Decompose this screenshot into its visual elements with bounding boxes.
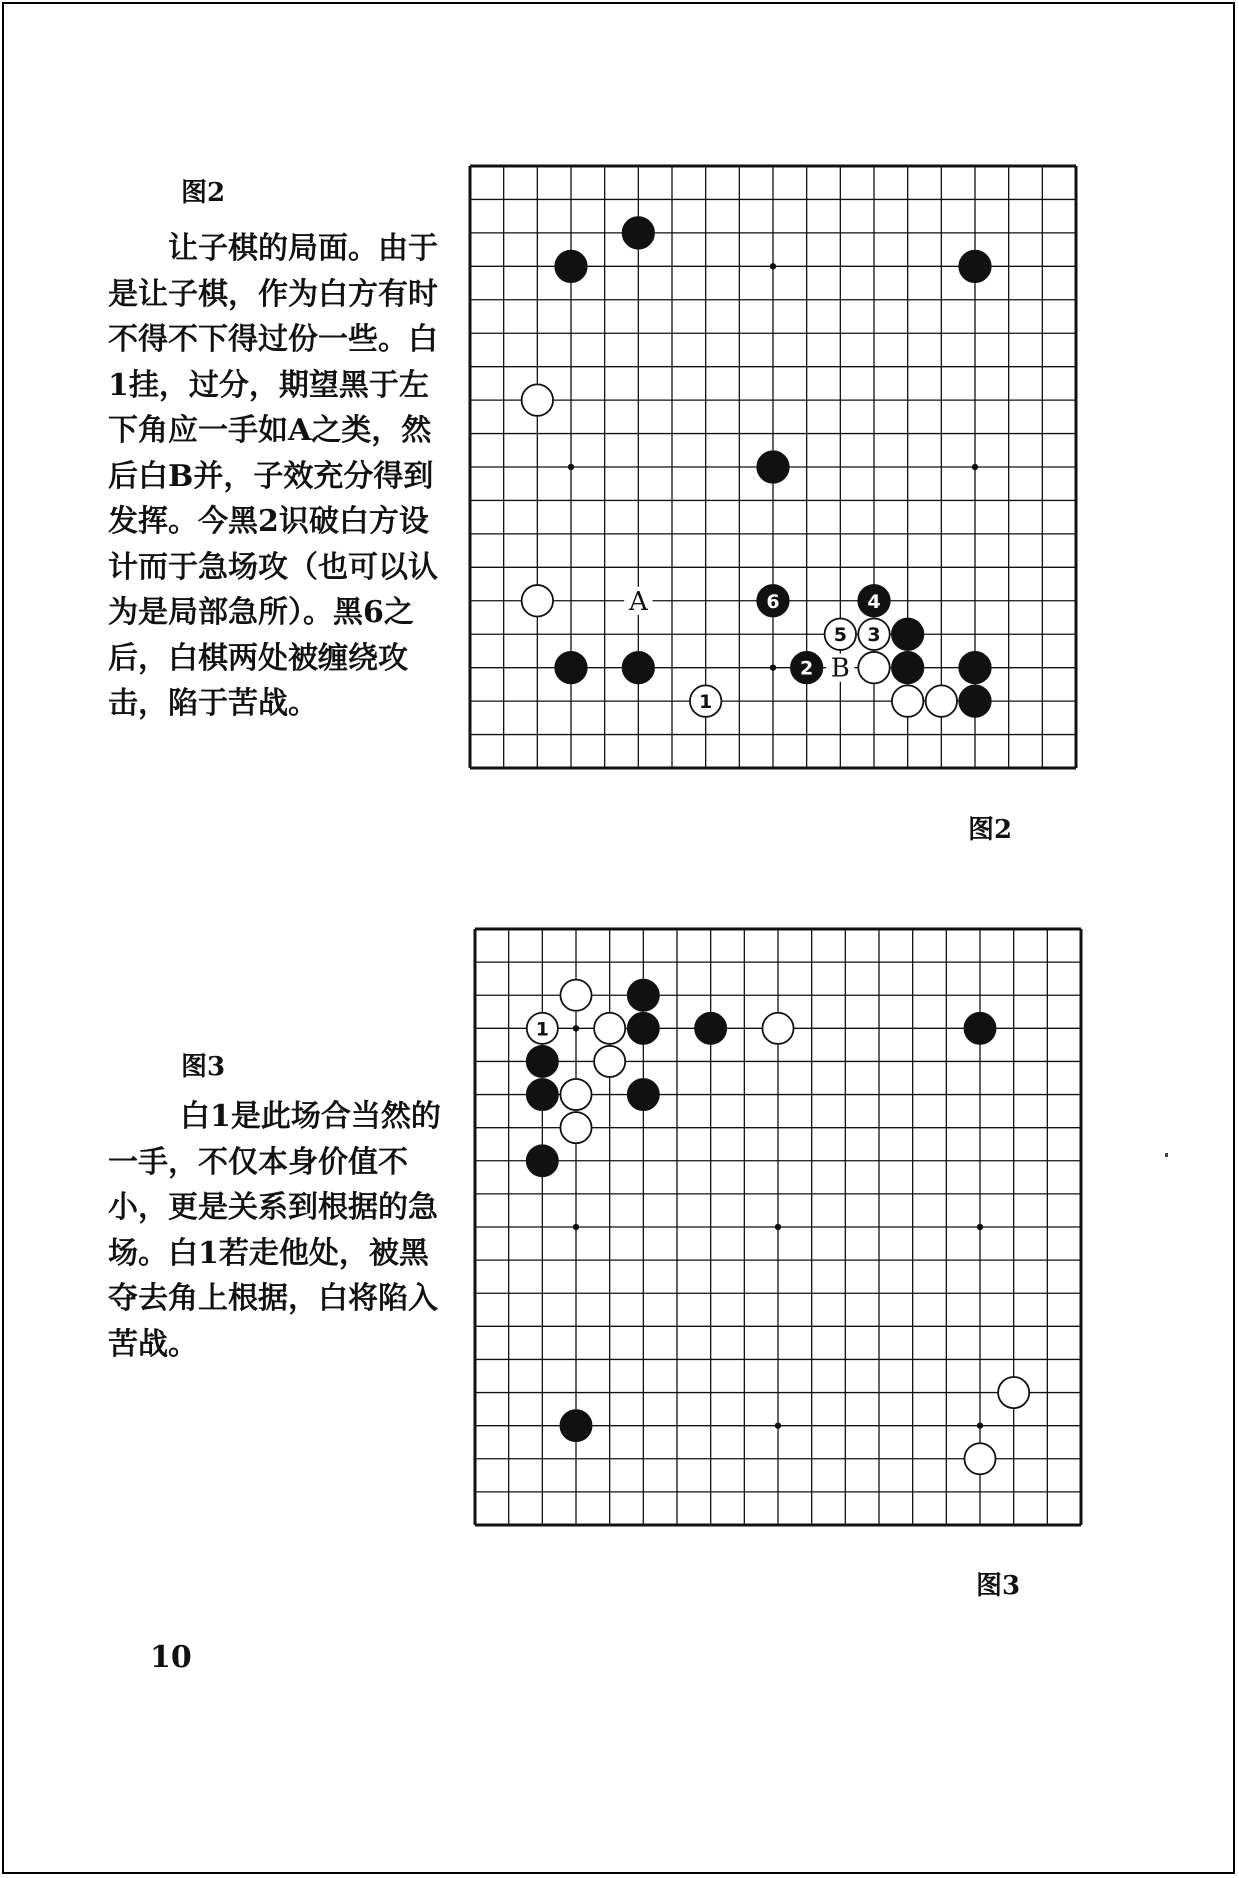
stone-disc xyxy=(522,585,553,616)
stone-disc xyxy=(998,1377,1029,1408)
stone-disc xyxy=(926,685,957,716)
move-number-1: 1 xyxy=(535,1018,549,1041)
black-stone xyxy=(527,1079,558,1110)
white-stone xyxy=(527,1013,558,1044)
stone-disc xyxy=(594,1013,625,1044)
white-stone xyxy=(690,685,721,716)
black-stone xyxy=(560,1410,591,1441)
move-number-3: 3 xyxy=(867,624,881,647)
black-stone xyxy=(623,652,654,683)
stone-disc xyxy=(522,384,553,415)
star-point xyxy=(770,664,776,670)
black-stone xyxy=(628,1079,659,1110)
stone-disc xyxy=(628,980,659,1011)
black-stone xyxy=(555,652,586,683)
move-number-4: 4 xyxy=(867,590,881,613)
figure-3-label: 图3 xyxy=(181,1052,226,1082)
stone-disc xyxy=(858,652,889,683)
stone-disc xyxy=(959,251,990,282)
black-stone xyxy=(964,1013,995,1044)
figure-2-text: 让子棋的局面。由于是让子棋，作为白方有时不得不下得过份一些。白1挂，过分，期望黑于左下角应一手如A之类，然后白B并，子效充分得到发挥。今黑2识破白方设计而于急场攻（也可以认为是局部急所）。黑6之后，白棋两处被缠绕攻击，陷于苦战。 xyxy=(108,231,438,721)
black-stone xyxy=(757,451,788,482)
black-stone xyxy=(959,251,990,282)
star-point xyxy=(775,1224,781,1230)
white-stone xyxy=(926,685,957,716)
star-point xyxy=(573,1224,579,1230)
move-number-2: 2 xyxy=(800,657,814,680)
black-stone xyxy=(695,1013,726,1044)
black-stone xyxy=(959,685,990,716)
stone-disc xyxy=(560,980,591,1011)
stone-disc xyxy=(964,1443,995,1474)
page-number: 10 xyxy=(150,1640,192,1675)
stone-disc xyxy=(594,1046,625,1077)
stone-disc xyxy=(695,1013,726,1044)
star-point xyxy=(977,1224,983,1230)
black-stone xyxy=(959,652,990,683)
black-stone xyxy=(791,652,822,683)
stone-disc xyxy=(628,1013,659,1044)
stone-disc xyxy=(623,217,654,248)
stone-disc xyxy=(892,652,923,683)
stone-disc xyxy=(560,1112,591,1143)
black-stone xyxy=(892,619,923,650)
stone-disc xyxy=(555,251,586,282)
black-stone xyxy=(628,980,659,1011)
star-point xyxy=(977,1422,983,1428)
white-stone xyxy=(892,685,923,716)
stone-disc xyxy=(628,1079,659,1110)
black-stone xyxy=(623,217,654,248)
stone-disc xyxy=(527,1046,558,1077)
stone-disc xyxy=(892,619,923,650)
white-stone xyxy=(522,585,553,616)
black-stone xyxy=(628,1013,659,1044)
stone-disc xyxy=(560,1079,591,1110)
go-board-figure-3 xyxy=(471,925,1085,1529)
white-stone xyxy=(594,1013,625,1044)
figure-2-caption: 图2 xyxy=(968,815,1013,845)
stray-mark xyxy=(1165,1153,1168,1157)
white-stone xyxy=(998,1377,1029,1408)
go-board-figure-2 xyxy=(466,162,1080,772)
stone-disc xyxy=(959,685,990,716)
stone-disc xyxy=(560,1410,591,1441)
star-point xyxy=(770,263,776,269)
black-stone xyxy=(892,652,923,683)
star-point xyxy=(972,464,978,470)
star-point xyxy=(568,464,574,470)
white-stone xyxy=(762,1013,793,1044)
white-stone xyxy=(964,1443,995,1474)
figure-3-text: 白1是此场合当然的一手，不仅本身价值不小，更是关系到根据的急场。白1若走他处，被黑夺去角上根据，白将陷入苦战。 xyxy=(108,1099,441,1362)
white-stone xyxy=(858,619,889,650)
board-marker-a: A xyxy=(628,586,648,617)
black-stone xyxy=(555,251,586,282)
stone-disc xyxy=(959,652,990,683)
move-number-5: 5 xyxy=(833,624,847,647)
black-stone xyxy=(757,585,788,616)
black-stone xyxy=(527,1046,558,1077)
black-stone xyxy=(858,585,889,616)
black-stone xyxy=(527,1145,558,1176)
stone-disc xyxy=(623,652,654,683)
stone-disc xyxy=(527,1079,558,1110)
figure-2-label: 图2 xyxy=(181,178,226,208)
figure-3-caption: 图3 xyxy=(976,1571,1021,1601)
star-point xyxy=(573,1025,579,1031)
stone-disc xyxy=(892,685,923,716)
stone-disc xyxy=(762,1013,793,1044)
move-number-1: 1 xyxy=(699,691,713,714)
board-marker-b: B xyxy=(830,653,850,684)
stone-disc xyxy=(555,652,586,683)
stone-disc xyxy=(527,1145,558,1176)
white-stone xyxy=(560,980,591,1011)
star-point xyxy=(775,1422,781,1428)
stone-disc xyxy=(757,451,788,482)
white-stone xyxy=(858,652,889,683)
white-stone xyxy=(594,1046,625,1077)
stone-disc xyxy=(964,1013,995,1044)
white-stone xyxy=(560,1112,591,1143)
move-number-6: 6 xyxy=(766,590,780,613)
white-stone xyxy=(825,619,856,650)
white-stone xyxy=(522,384,553,415)
white-stone xyxy=(560,1079,591,1110)
